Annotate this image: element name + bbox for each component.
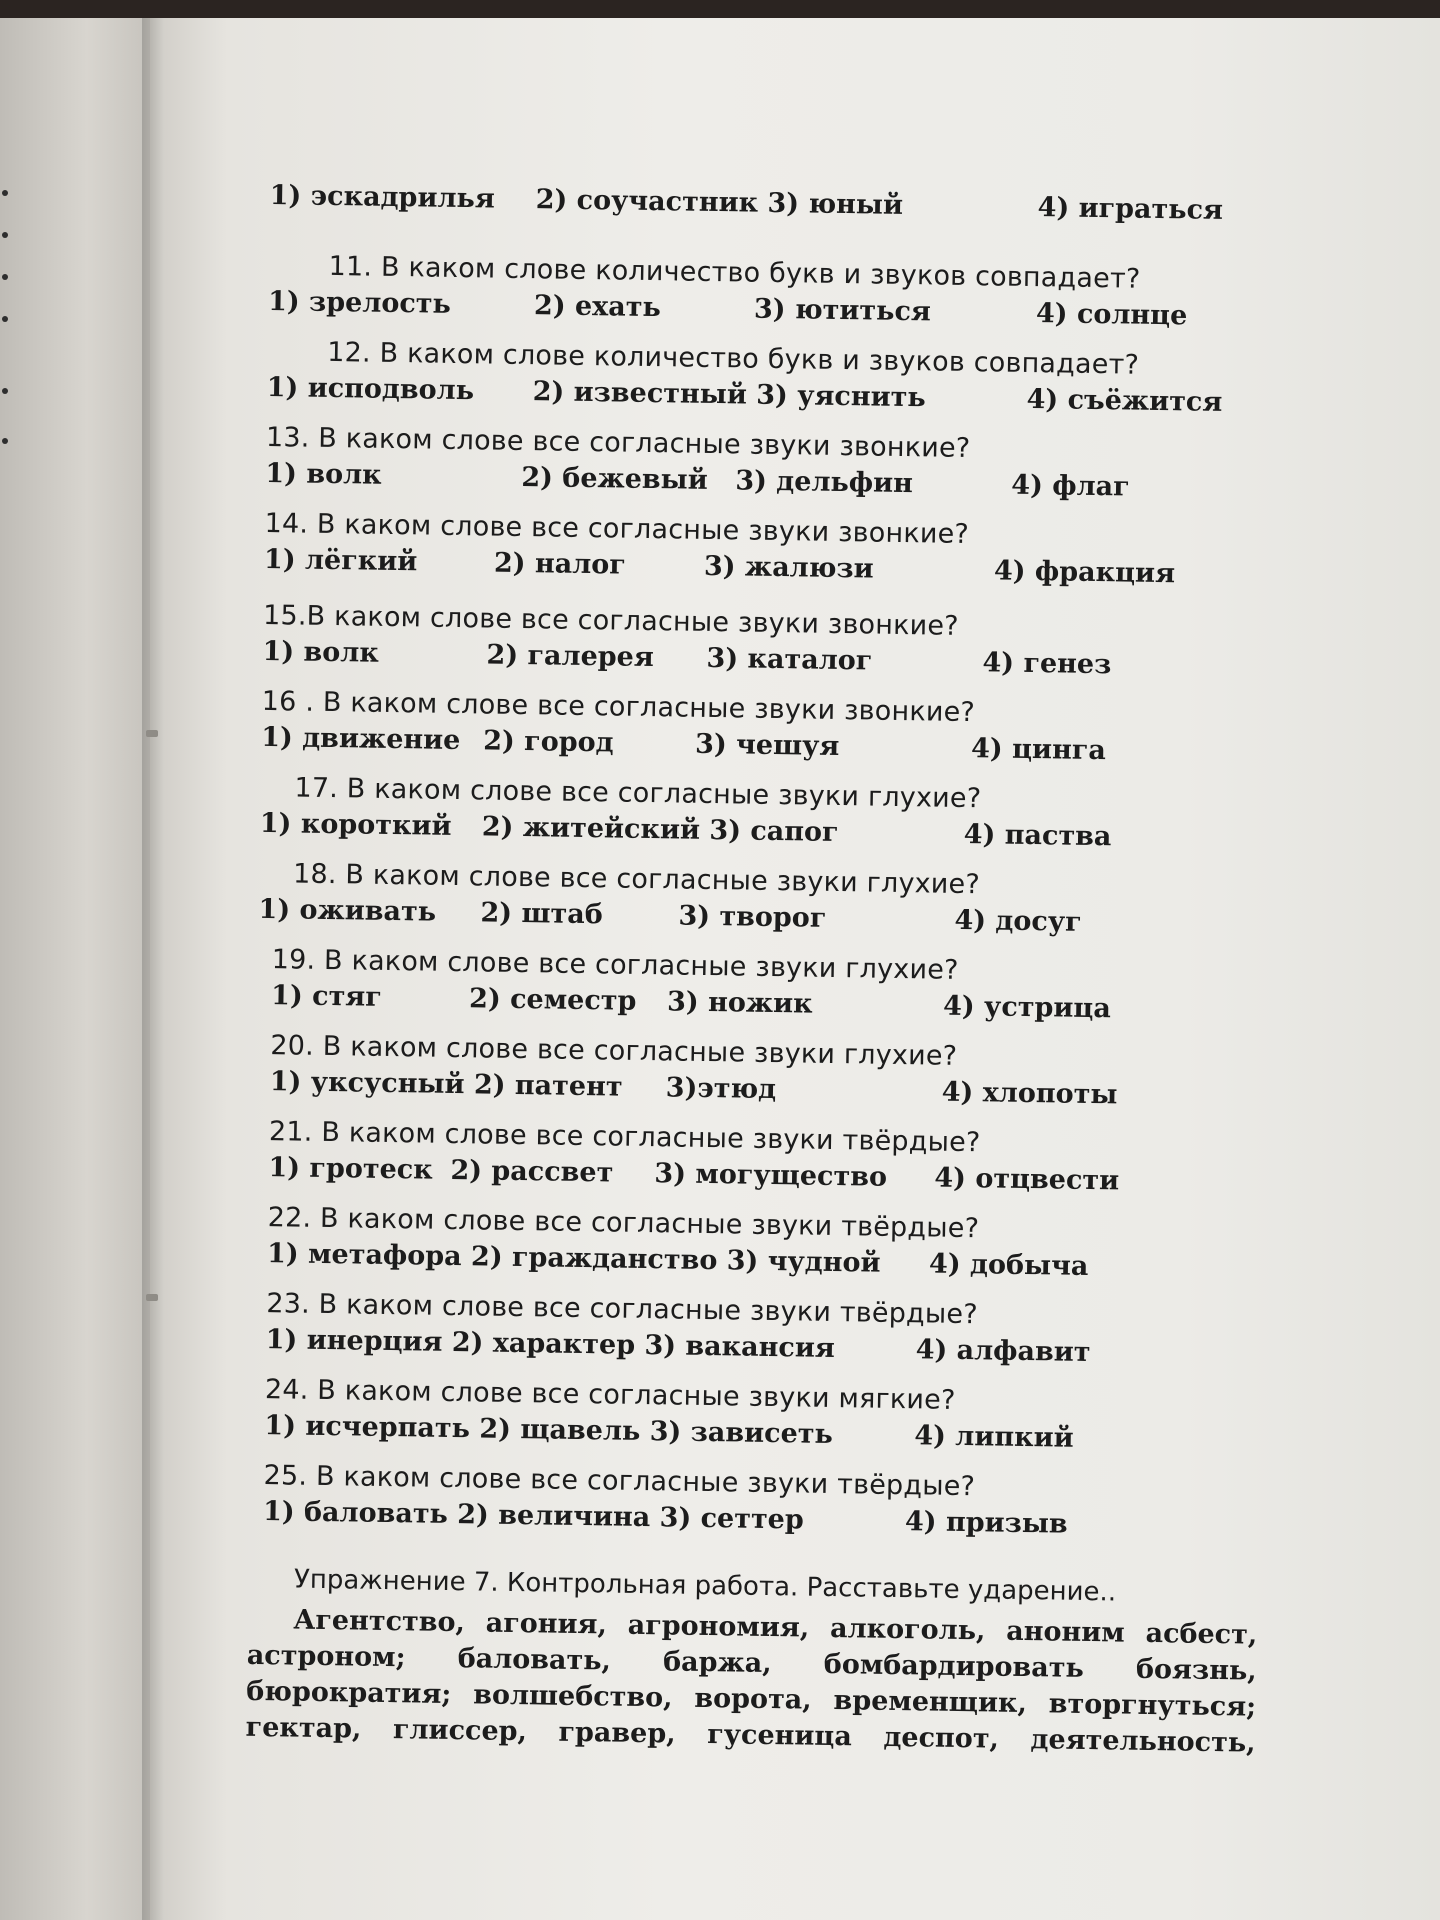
- left-page-mark: [2, 438, 8, 444]
- exercise-word-line: Агентство, агония, агрономия, алкоголь, аноним асбест,: [293, 1604, 1258, 1651]
- question-24: [250, 1374, 1261, 1476]
- option-2: 2) рассвет: [450, 1154, 614, 1189]
- option-4: 4) алфавит: [915, 1334, 1091, 1369]
- option-1: 1) стяг: [270, 980, 383, 1013]
- question-18: [258, 858, 1269, 960]
- option-4: 4) липкий: [914, 1420, 1074, 1454]
- question-title: 11. В каком слове количество букв и звуков совпадает?: [328, 250, 1141, 295]
- option-2: 2) город: [482, 725, 614, 759]
- question-21: [254, 1116, 1265, 1218]
- options-row: [257, 980, 1258, 1036]
- question-12: [266, 336, 1277, 438]
- options-row: [265, 458, 1266, 514]
- options-row: [264, 544, 1265, 600]
- option-4: 4) солнце: [1035, 298, 1188, 332]
- question-25: [249, 1460, 1260, 1562]
- option-4: 4) генез: [982, 647, 1112, 681]
- question-20: [255, 1030, 1266, 1132]
- question-title: 25. В каком слове все согласные звуки твёрдые?: [263, 1460, 976, 1503]
- question-11: [268, 250, 1279, 352]
- exercise-title: Упражнение 7. Контрольная работа. Расставьте ударение..: [293, 1564, 1117, 1608]
- option-2: 2) соучастник 3) юный: [535, 184, 904, 221]
- question-title: 17. В каком слове все согласные звуки глухие?: [294, 772, 982, 815]
- options-row: [250, 1410, 1251, 1466]
- left-page-mark: [2, 388, 8, 394]
- question-15: [262, 600, 1273, 702]
- question-19: [257, 944, 1268, 1046]
- option-3: 3) каталог: [706, 642, 873, 677]
- option-1: 1) зрелость: [267, 285, 452, 320]
- option-3: 3) дельфин: [735, 465, 914, 500]
- option-3: 3) жалюзи: [703, 550, 874, 585]
- option-2: 2) семестр: [468, 983, 637, 1017]
- option-1-3: 1) исчерпать 2) щавель 3) зависеть: [264, 1410, 834, 1450]
- question-title: 22. В каком слове все согласные звуки твёрдые?: [267, 1202, 980, 1245]
- option-1: 1) движение: [260, 721, 461, 757]
- option-1: 1) волк: [262, 635, 380, 669]
- question-title: 24. В каком слове все согласные звуки мягкие?: [264, 1374, 956, 1416]
- staple: [146, 1294, 158, 1301]
- question-13: [265, 422, 1276, 524]
- left-page-mark: [2, 316, 8, 322]
- option-4: 4) отцвести: [934, 1162, 1120, 1197]
- option-2: 2) штаб: [480, 897, 603, 931]
- question-title: 23. В каком слове все согласные звуки твёрдые?: [266, 1288, 979, 1331]
- question-14: [263, 508, 1274, 616]
- question-23: [251, 1288, 1262, 1390]
- option-2: 2) бежевый: [521, 461, 709, 496]
- options-row: [251, 1324, 1252, 1380]
- question-title: 21. В каком слове все согласные звуки твёрдые?: [268, 1116, 981, 1159]
- options-row: [249, 1496, 1250, 1552]
- option-4: 4) играться: [1037, 192, 1224, 226]
- option-3: 3) творог: [678, 900, 827, 934]
- option-3: 3)этюд: [665, 1072, 777, 1106]
- spine-shadow: [142, 18, 164, 1920]
- option-3: 3) могущество: [654, 1158, 888, 1193]
- option-1: 1) эскадрилья: [269, 180, 496, 215]
- option-4: 4) призыв: [904, 1506, 1068, 1540]
- option-1-3: 1) метафора 2) гражданство 3) чудной: [266, 1238, 881, 1279]
- left-page-mark: [2, 232, 8, 238]
- options-row: [262, 636, 1263, 692]
- option-4: 4) устрица: [942, 990, 1112, 1025]
- options-row: [260, 808, 1261, 864]
- exercise-7: [245, 1564, 1258, 1762]
- option-4: 4) хлопоты: [941, 1076, 1118, 1111]
- option-2: 2) житейский 3) сапог: [481, 811, 839, 849]
- option-4: 4) цинга: [970, 733, 1107, 767]
- option-3: 3) ютиться: [753, 293, 932, 328]
- question-16: [261, 686, 1272, 788]
- question-title: 20. В каком слове все согласные звуки глухие?: [270, 1030, 958, 1072]
- question-title: 12. В каком слове количество букв и звуков совпадает?: [327, 336, 1140, 381]
- exercise-word-line: гектар, глиссер, гравер, гусеница деспот, деятельность,: [245, 1711, 1256, 1759]
- option-4: 4) досуг: [954, 904, 1082, 938]
- option-3: 3) ножик: [666, 986, 813, 1020]
- question-title: 19. В каком слове все согласные звуки глухие?: [271, 944, 959, 986]
- options-row: [261, 722, 1262, 778]
- option-1-3: 1) инерция 2) характер 3) вакансия: [265, 1324, 836, 1365]
- option-2: 2) ехать: [533, 290, 662, 324]
- left-page-mark: [2, 190, 8, 196]
- options-row: [258, 894, 1259, 950]
- option-1-3: 1) баловать 2) величина 3) сеттер: [262, 1496, 804, 1536]
- option-1: 1) короткий: [259, 807, 452, 842]
- option-1: 1) оживать: [258, 893, 437, 928]
- option-1: 1) гротеск: [268, 1152, 433, 1186]
- question-title: 15.В каком слове все согласные звуки звонкие?: [262, 599, 959, 642]
- exercise-word-line: бюрократия; волшебство, ворота, временщик, вторгнуться;: [246, 1675, 1257, 1723]
- options-row: [255, 1066, 1256, 1122]
- option-1: 1) лёгкий: [263, 543, 418, 578]
- option-1: 1) исподволь: [266, 371, 475, 407]
- staple: [146, 730, 158, 737]
- option-4: 4) паства: [963, 818, 1112, 853]
- worksheet-content: [243, 180, 1280, 1916]
- option-2: 2) известный 3) уяснить: [532, 376, 926, 414]
- option-1: 1) волк: [265, 457, 382, 491]
- question-title: 16 . В каком слове все согласные звуки звонкие?: [261, 685, 976, 729]
- option-1-2: 1) уксусный 2) патент: [269, 1066, 623, 1103]
- question-17: [259, 772, 1270, 874]
- left-page-mark: [2, 274, 8, 280]
- left-page: [0, 18, 158, 1920]
- option-4: 4) фракция: [993, 555, 1176, 590]
- exercise-word-line: астроном; баловать, баржа, бомбардировать боязнь,: [246, 1639, 1257, 1687]
- option-4: 4) съёжится: [1026, 383, 1223, 418]
- question-title: 13. В каком слове все согласные звуки звонкие?: [265, 421, 971, 465]
- option-4: 4) флаг: [1011, 469, 1130, 503]
- options-row: [254, 1152, 1255, 1208]
- option-2: 2) галерея: [486, 639, 655, 674]
- question-title: 14. В каком слове все согласные звуки звонкие?: [264, 507, 970, 551]
- question-title: 18. В каком слове все согласные звуки глухие?: [292, 858, 981, 901]
- option-4: 4) добыча: [928, 1248, 1089, 1282]
- option-2: 2) налог: [493, 547, 627, 581]
- option-3: 3) чешуя: [694, 728, 840, 763]
- question-22: [253, 1202, 1264, 1304]
- options-row: [253, 1238, 1254, 1294]
